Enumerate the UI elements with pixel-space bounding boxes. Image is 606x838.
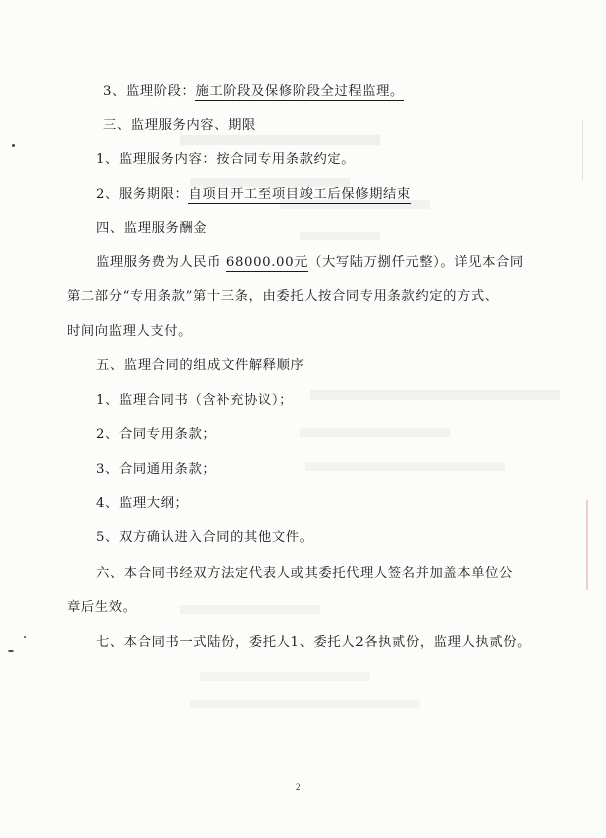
doc-line: 监理服务费为人民币 68000.00元（大写陆万捌仟元整）。详见本合同 [96,255,524,270]
bleed-through-text [180,605,320,614]
scan-speck [12,144,15,147]
bleed-through-text [300,232,380,240]
doc-line: 七、本合同书一式陆份，委托人1、委托人2各执贰份，监理人执贰份。 [96,635,532,650]
bleed-through-text [200,672,370,681]
bleed-through-text [310,390,560,400]
doc-line: 2、服务期限：自项目开工至项目竣工后保修期结束 [96,187,411,202]
bleed-through-text [305,462,505,471]
section-heading: 四、监理服务酬金 [96,221,208,236]
stamp-edge-mark [582,120,597,180]
doc-line: 2、合同专用条款； [96,427,217,442]
doc-line: 六、本合同书经双方法定代表人或其委托代理人签名并加盖本单位公 [96,566,513,581]
section-heading: 五、监理合同的组成文件解释顺序 [96,358,305,373]
stamp-edge-mark [586,500,598,590]
scan-speck [24,636,26,638]
scan-speck [8,650,14,652]
doc-line: 时间向监理人支付。 [67,324,193,339]
doc-line: 1、监理服务内容：按合同专用条款约定。 [96,152,356,167]
doc-line: 4、监理大纲； [96,496,189,511]
doc-line: 3、监理阶段：施工阶段及保修阶段全过程监理。 [103,84,404,99]
bleed-through-text [190,700,420,708]
doc-line: 章后生效。 [67,600,137,615]
doc-line: 3、合同通用条款； [96,462,217,477]
doc-line: 第二部分“专用条款”第十三条，由委托人按合同专用条款约定的方式、 [67,289,499,304]
bleed-through-text [190,178,350,187]
page-number: 2 [296,782,301,792]
bleed-through-text [180,135,380,145]
section-heading: 三、监理服务内容、期限 [103,118,256,133]
bleed-through-text [300,428,450,437]
doc-line: 5、双方确认进入合同的其他文件。 [96,530,314,545]
doc-line: 1、监理合同书（含补充协议）； [96,393,293,408]
